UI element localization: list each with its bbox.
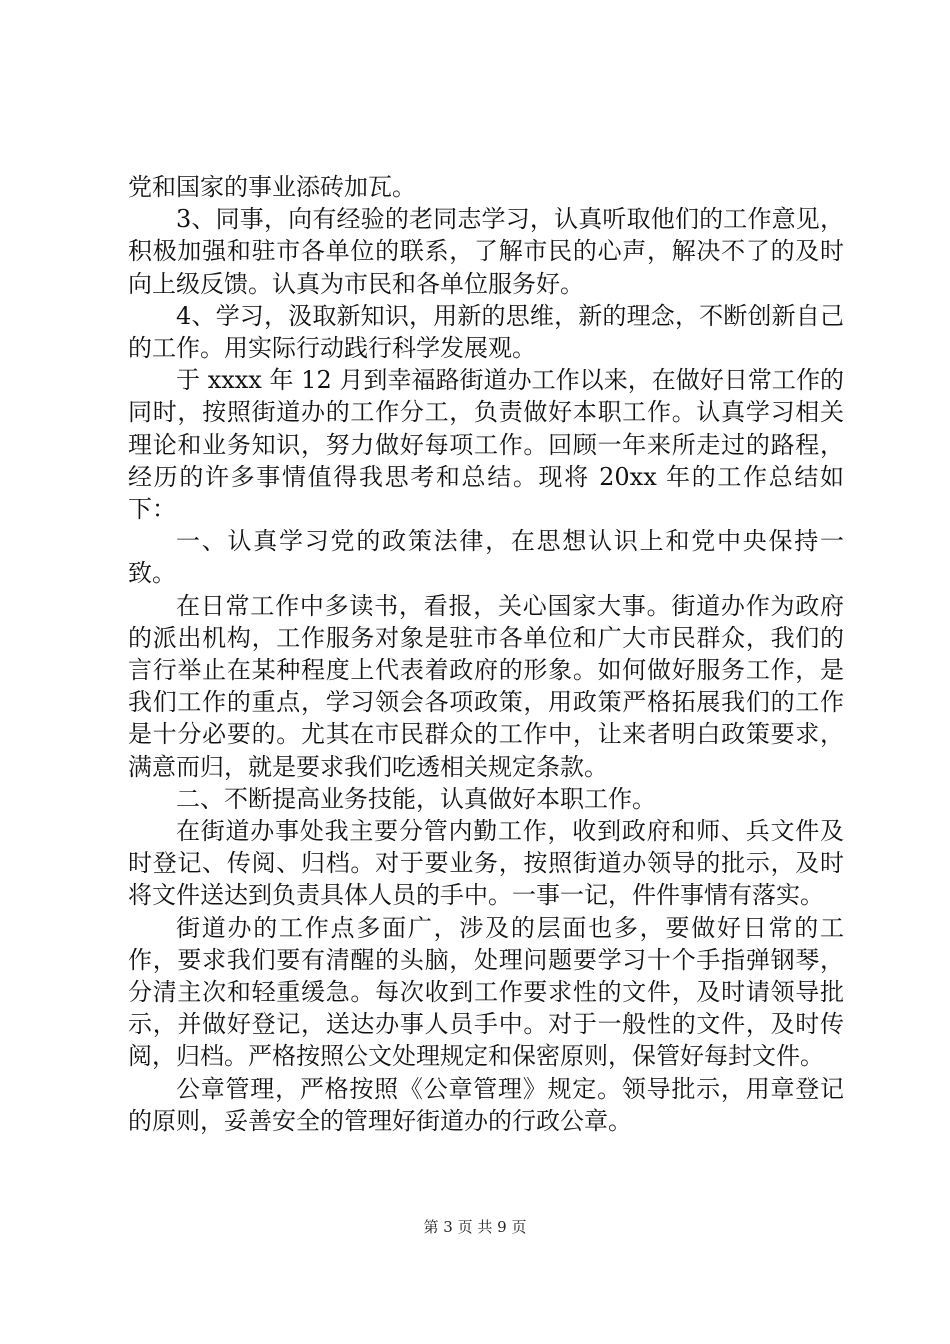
paragraph: 街道办的工作点多面广，涉及的层面也多，要做好日常的工作，要求我们要有清醒的头脑，处理问题要学习十个手指弹钢琴，分清主次和轻重缓急。每次收到工作要求性的文件，及时请领导批示，并做好登记，送达办事人员手中。对于一般性的文件，及时传阅，归档。严格按照公文处理规定和保密原则，保管好每封文件。 [128,913,844,1071]
section-heading: 二、不断提高业务技能，认真做好本职工作。 [176,784,656,813]
document-body [128,171,844,1137]
paragraph: 4、学习，汲取新知识，用新的思维，新的理念，不断创新自己的工作。用实际行动践行科学发展观。 [128,301,844,363]
page-footer [0,1216,950,1237]
paragraph: 公章管理，严格按照《公章管理》规定。领导批示，用章登记的原则，妥善安全的管理好街道办的行政公章。 [128,1074,844,1135]
paragraph: 在街道办事处我主要分管内勤工作，收到政府和师、兵文件及时登记、传阅、归档。对于要业务，按照街道办领导的批示，及时将文件送达到负责具体人员的手中。一事一记，件件事情有落实。 [128,817,844,910]
paragraph: 3、同事，向有经验的老同志学习，认真听取他们的工作意见，积极加强和驻市各单位的联系，了解市民的心声，解决不了的及时向上级反馈。认真为市民和各单位服务好。 [128,205,844,298]
section-heading: 一、认真学习党的政策法律，在思想认识上和党中央保持一致。 [128,527,844,588]
paragraph: 于 xxxx 年 12 月到幸福路街道办工作以来，在做好日常工作的同时，按照街道办的工作分工，负责做好本职工作。认真学习相关理论和业务知识，努力做好每项工作。回顾一年来所走过的路程，经历的许多事情值得我思考和总结。现将 20xx 年的工作总结如下： [128,366,844,524]
paragraph: 在日常工作中多读书，看报，关心国家大事。街道办作为政府的派出机构，工作服务对象是驻市各单位和广大市民群众，我们的言行举止在某种程度上代表着政府的形象。如何做好服务工作，是我们工作的重点，学习领会各项政策，用政策严格拓展我们的工作是十分必要的。尤其在市民群众的工作中，让来者明白政策要求，满意而归，就是要求我们吃透相关规定条款。 [128,591,844,781]
paragraph: 党和国家的事业添砖加瓦。 [128,173,416,201]
page-number-label: 第 3 页 共 9 页 [423,1218,527,1236]
